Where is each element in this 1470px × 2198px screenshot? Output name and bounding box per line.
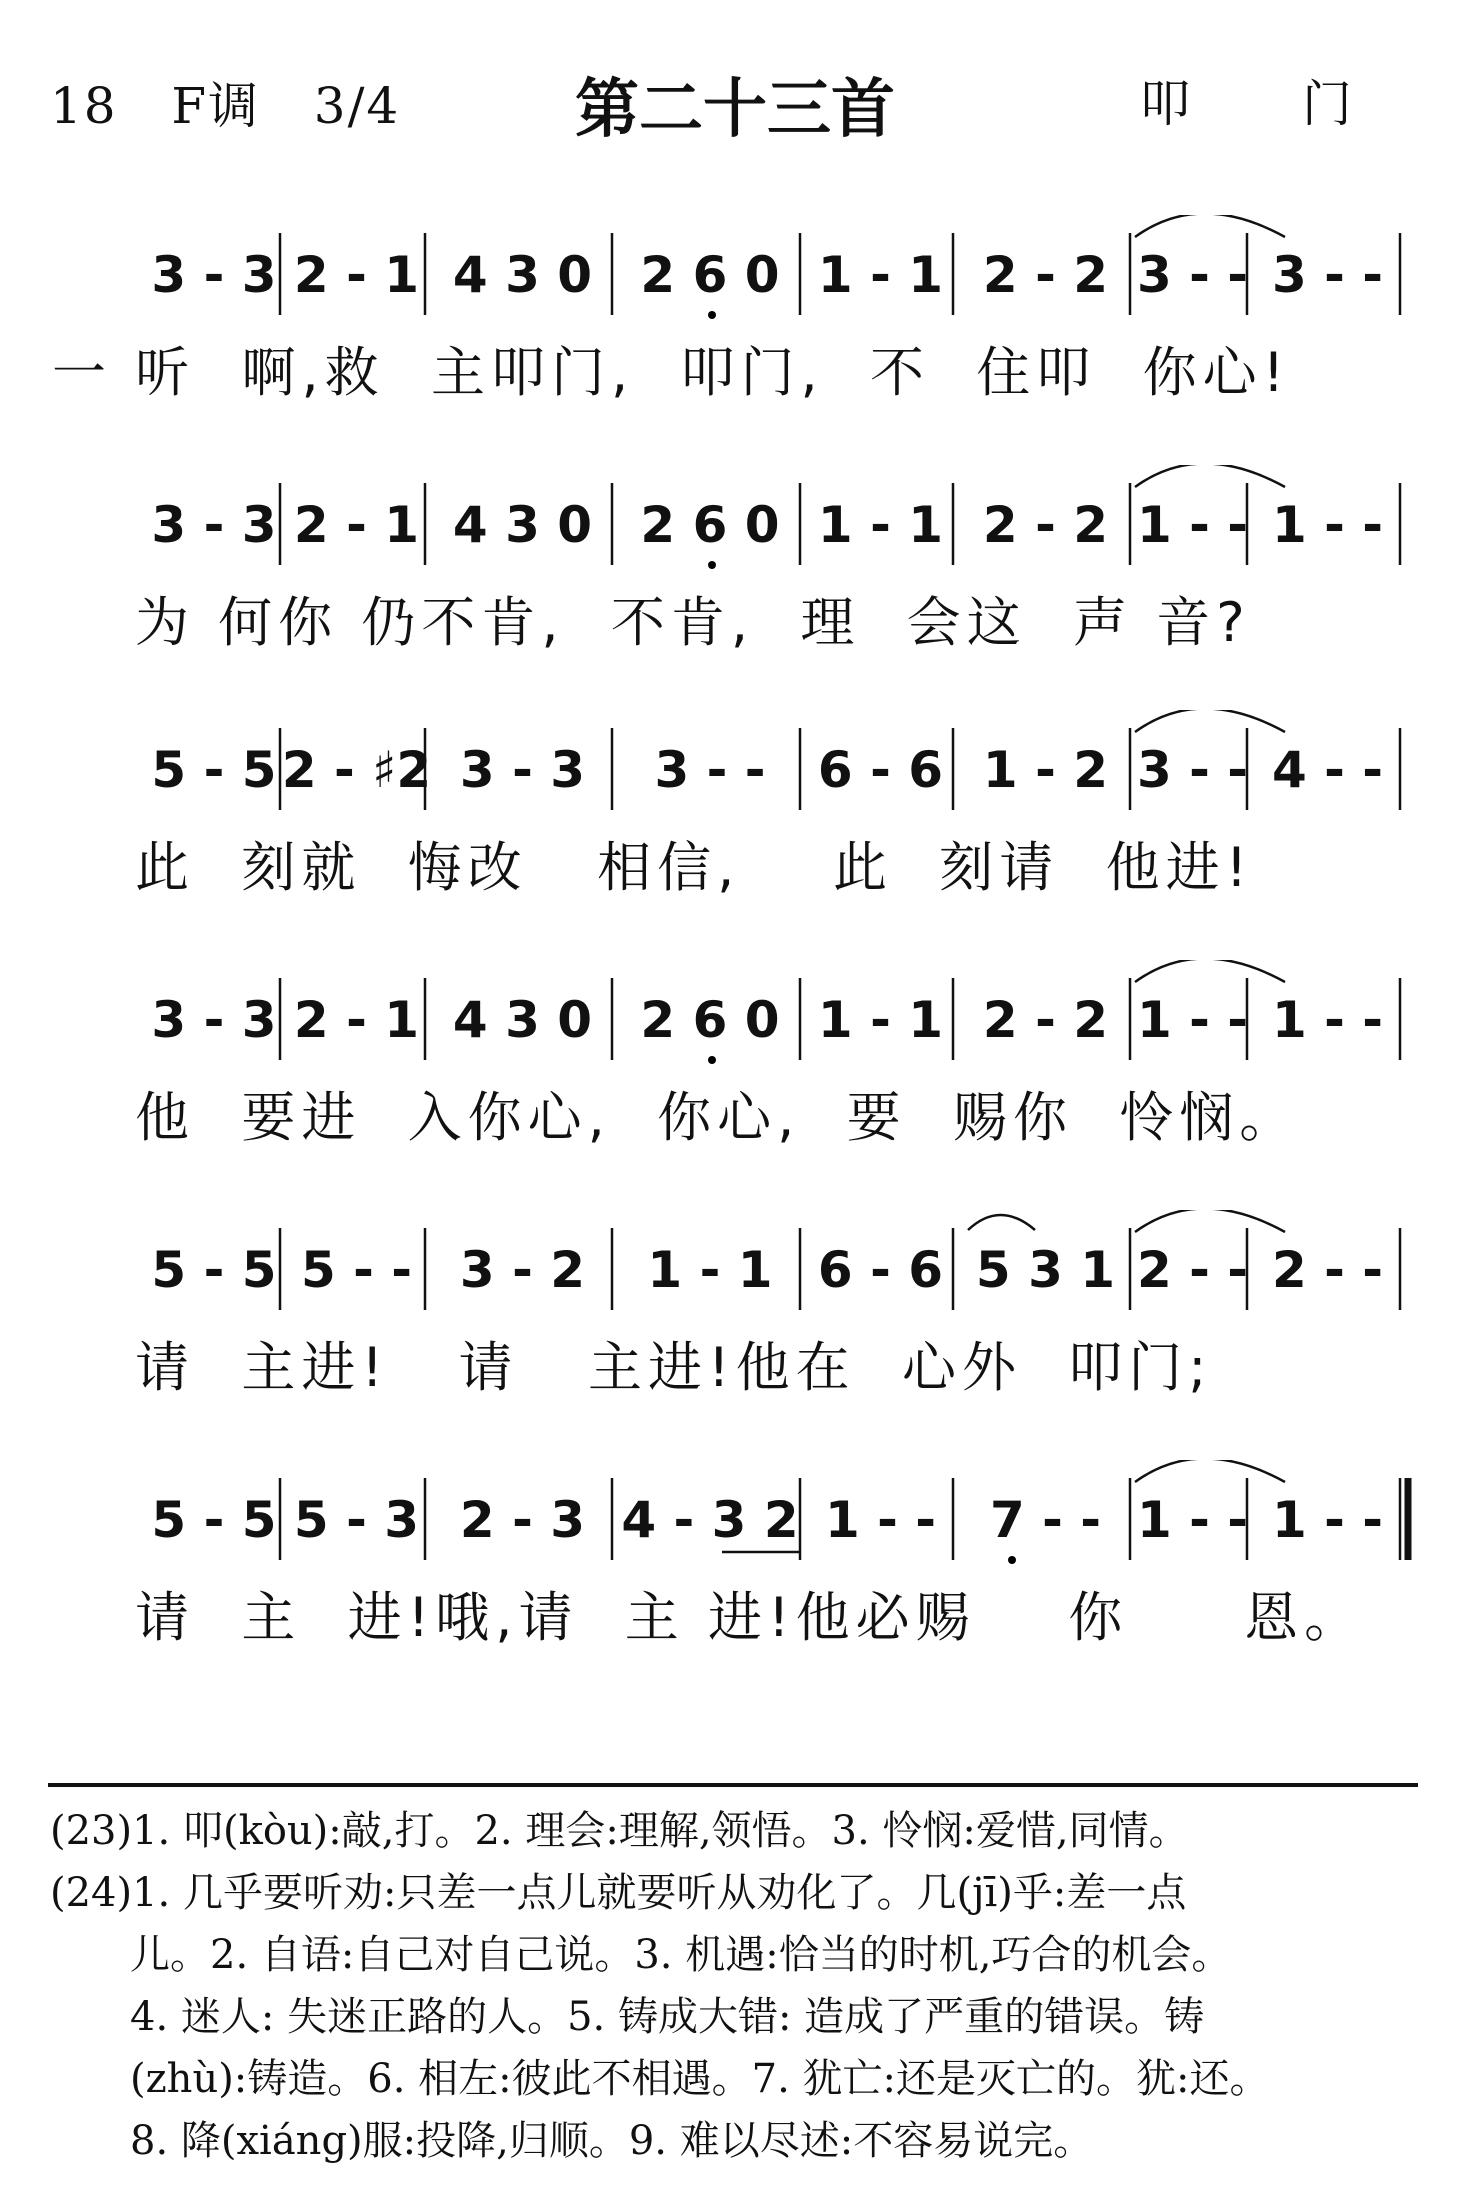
- measure-notes: 4 - -: [1271, 741, 1384, 799]
- key-signature: F调: [171, 77, 261, 135]
- measure-notes: 5 - 3: [293, 1491, 420, 1549]
- measure-notes: 2 6 0: [640, 246, 780, 304]
- measure-notes: 2 - 2: [982, 991, 1109, 1049]
- measure-notes: 2 - 2: [982, 496, 1109, 554]
- measure-notes: 2 - 3: [459, 1491, 586, 1549]
- measure-notes: 1 - -: [1136, 991, 1249, 1049]
- measure-notes: 4 3 0: [452, 246, 593, 304]
- measure-notes: 5 3 1: [975, 1241, 1116, 1299]
- measure-notes: 3 - 2: [459, 1241, 586, 1299]
- tie-arc: [1135, 215, 1285, 237]
- footnote-line: 8. 降(xiáng)服:投降,归顺。9. 难以尽述:不容易说完。: [130, 2118, 1094, 2164]
- notation-line: [0, 1210, 1470, 1320]
- measure-notes: 3 - -: [1136, 741, 1249, 799]
- measure-notes: 7 - -: [989, 1491, 1102, 1549]
- footnote-divider: [48, 1783, 1418, 1787]
- footnote-line: (zhù):铸造。6. 相左:彼此不相遇。7. 犹亡:还是灭亡的。犹:还。: [130, 2056, 1270, 2102]
- music-system: [0, 960, 1470, 1200]
- tie-arc: [1135, 710, 1285, 732]
- measure-notes: 3 - -: [654, 741, 766, 799]
- measure-notes: 1 - -: [1136, 496, 1249, 554]
- lyric-line: 此 刻就 悔改 相信, 此 刻请 他进!: [135, 836, 1254, 899]
- music-system: [0, 215, 1470, 455]
- measure-notes: 3 - 3: [151, 246, 277, 304]
- tie-arc: [1135, 960, 1285, 982]
- measure-notes: 1 - -: [1271, 496, 1384, 554]
- notation-line: [0, 465, 1470, 575]
- hymn-number: 18: [50, 77, 118, 135]
- page-header: [0, 58, 1470, 148]
- lyric-line: 他 要进 入你心, 你心, 要 赐你 怜悯。: [135, 1086, 1300, 1149]
- hymn-name: 叩 门: [1140, 75, 1400, 133]
- measure-notes: 2 - 1: [293, 496, 420, 554]
- measure-notes: 2 - -: [1271, 1241, 1384, 1299]
- page-title: 第二十三首: [575, 73, 895, 147]
- slur-arc: [968, 1215, 1035, 1230]
- octave-dot: [708, 561, 716, 569]
- footnote-line: (23)1. 叩(kòu):敲,打。2. 理会:理解,领悟。3. 怜悯:爱惜,同情。: [50, 1808, 1189, 1854]
- measure-notes: 1 - 1: [817, 496, 944, 554]
- octave-dot: [1008, 1556, 1016, 1564]
- notation-line: [0, 1460, 1470, 1570]
- measure-notes: 1 - 2: [982, 741, 1109, 799]
- measure-notes: 4 3 0: [452, 991, 593, 1049]
- music-system: [0, 1210, 1470, 1450]
- measure-notes: 2 - 2: [982, 246, 1109, 304]
- measure-notes: 2 - 1: [293, 991, 420, 1049]
- time-signature: 3/4: [313, 77, 401, 135]
- measure-notes: 3 - -: [1136, 246, 1249, 304]
- lyric-line: 为 何你 仍不肯, 不肯, 理 会这 声 音?: [135, 591, 1251, 654]
- measure-notes: 1 - 1: [817, 991, 944, 1049]
- measure-notes: 1 - -: [1271, 991, 1384, 1049]
- measure-notes: 3 - -: [1271, 246, 1384, 304]
- notation-line: [0, 960, 1470, 1070]
- measure-notes: 3 - 3: [459, 741, 586, 799]
- lyric-line: 请 主进! 请 主进!他在 心外 叩门;: [135, 1336, 1213, 1399]
- measure-notes: 2 - 1: [293, 246, 420, 304]
- lyric-line: 一 听 啊,救 主叩门, 叩门, 不 住叩 你心!: [52, 341, 1291, 404]
- measure-notes: 6 - 6: [817, 1241, 944, 1299]
- measure-notes: 1 - 1: [817, 246, 944, 304]
- measure-notes: 3 - 3: [151, 991, 277, 1049]
- measure-notes: 5 - 5: [151, 1241, 277, 1299]
- measure-notes: 5 - 5: [151, 1491, 277, 1549]
- footnote-line: 4. 迷人: 失迷正路的人。5. 铸成大错: 造成了严重的错误。铸: [130, 1994, 1205, 2040]
- tie-arc: [1135, 1210, 1285, 1232]
- notation-line: [0, 710, 1470, 820]
- footnote-line: 儿。2. 自语:自己对自己说。3. 机遇:恰当的时机,巧合的机会。: [130, 1932, 1232, 1978]
- music-system: [0, 1460, 1470, 1700]
- octave-dot: [708, 1056, 716, 1064]
- lyric-line: 请 主 进!哦,请 主 进!他必赐 你 恩。: [135, 1586, 1365, 1649]
- measure-notes: 2 - -: [1136, 1241, 1249, 1299]
- footnotes: [50, 1800, 1420, 2172]
- measure-notes: 1 - -: [1271, 1491, 1384, 1549]
- measure-notes: 5 - -: [300, 1241, 413, 1299]
- measure-notes: 1 - -: [824, 1491, 937, 1549]
- measure-notes: 1 - -: [1136, 1491, 1249, 1549]
- tie-arc: [1135, 1460, 1285, 1482]
- measure-notes: 6 - 6: [817, 741, 944, 799]
- measure-notes: 1 - 1: [647, 1241, 773, 1299]
- footnote-line: (24)1. 几乎要听劝:只差一点儿就要听从劝化了。几(jī)乎:差一点: [50, 1870, 1187, 1916]
- notation-line: [0, 215, 1470, 325]
- measure-notes: 2 6 0: [640, 991, 780, 1049]
- measure-notes: 4 - 3 2: [621, 1491, 799, 1549]
- measure-notes: 2 6 0: [640, 496, 780, 554]
- measure-notes: 3 - 3: [151, 496, 277, 554]
- tie-arc: [1135, 465, 1285, 487]
- music-system: [0, 465, 1470, 705]
- music-system: [0, 710, 1470, 950]
- octave-dot: [708, 311, 716, 319]
- measure-notes: 2 - ♯2: [281, 741, 432, 799]
- measure-notes: 5 - 5: [151, 741, 277, 799]
- measure-notes: 4 3 0: [452, 496, 593, 554]
